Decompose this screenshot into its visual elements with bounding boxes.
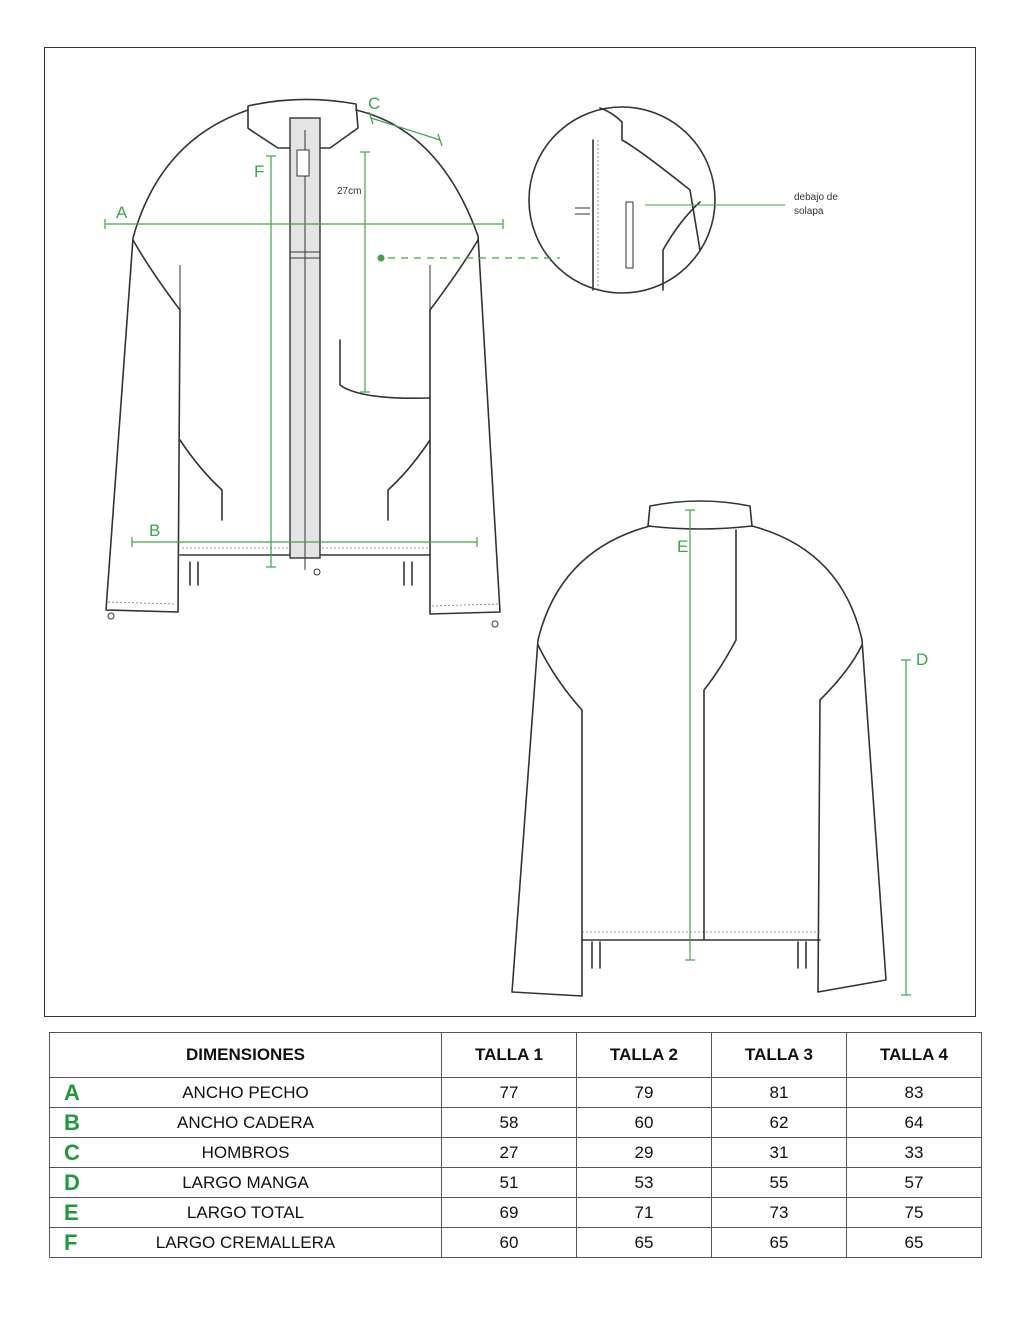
measure-label-c: C [368,94,381,113]
value-cell: 71 [577,1198,712,1228]
dimension-cell [50,1138,442,1168]
detail-note-line2: solapa [794,206,824,217]
table-row [50,1078,982,1108]
dimension-cell [50,1198,442,1228]
measure-label-f: F [254,162,265,181]
header-talla-3: TALLA 3 [712,1033,847,1078]
value-cell: 60 [577,1108,712,1138]
detail-note-line1: debajo de [794,192,838,203]
row-name: HOMBROS [201,1143,290,1162]
table-header-row [50,1033,982,1078]
value-cell: 77 [442,1078,577,1108]
value-cell: 65 [577,1228,712,1258]
header-dimensiones: DIMENSIONES [50,1033,442,1078]
back-jacket-drawing [512,501,886,996]
measurement-lines [105,112,911,995]
dimension-cell [50,1108,442,1138]
header-talla-2: TALLA 2 [577,1033,712,1078]
row-letter: A [64,1079,80,1105]
collar-detail-drawing [529,107,785,293]
header-talla-1: TALLA 1 [442,1033,577,1078]
value-cell: 64 [847,1108,982,1138]
value-cell: 62 [712,1108,847,1138]
dimension-cell [50,1228,442,1258]
table-row [50,1168,982,1198]
value-cell: 29 [577,1138,712,1168]
value-cell: 65 [712,1228,847,1258]
dimension-cell [50,1168,442,1198]
value-cell: 51 [442,1168,577,1198]
row-letter: C [64,1139,80,1165]
size-table [49,1032,982,1258]
table-row [50,1108,982,1138]
pocket-height-label: 27cm [337,186,362,197]
value-cell: 73 [712,1198,847,1228]
table-row [50,1138,982,1168]
value-cell: 65 [847,1228,982,1258]
header-talla-4: TALLA 4 [847,1033,982,1078]
front-jacket-drawing [106,99,500,627]
row-name: ANCHO CADERA [177,1113,314,1132]
row-name: LARGO MANGA [182,1173,309,1192]
value-cell: 81 [712,1078,847,1108]
row-letter: F [64,1229,78,1255]
row-name: LARGO TOTAL [186,1203,305,1222]
value-cell: 33 [847,1138,982,1168]
value-cell: 69 [442,1198,577,1228]
value-cell: 55 [712,1168,847,1198]
value-cell: 60 [442,1228,577,1258]
value-cell: 31 [712,1138,847,1168]
row-name: LARGO CREMALLERA [155,1233,336,1252]
measure-label-e: E [677,537,689,556]
row-letter: B [64,1109,80,1135]
measure-label-d: D [916,650,929,669]
value-cell: 27 [442,1138,577,1168]
table-row [50,1228,982,1258]
value-cell: 75 [847,1198,982,1228]
row-letter: D [64,1169,80,1195]
value-cell: 83 [847,1078,982,1108]
dimension-cell [50,1078,442,1108]
value-cell: 53 [577,1168,712,1198]
measure-label-b: B [149,521,161,540]
row-letter: E [64,1199,79,1225]
row-name: ANCHO PECHO [182,1083,309,1102]
table-row [50,1198,982,1228]
measure-label-a: A [116,203,128,222]
value-cell: 79 [577,1078,712,1108]
value-cell: 57 [847,1168,982,1198]
value-cell: 58 [442,1108,577,1138]
